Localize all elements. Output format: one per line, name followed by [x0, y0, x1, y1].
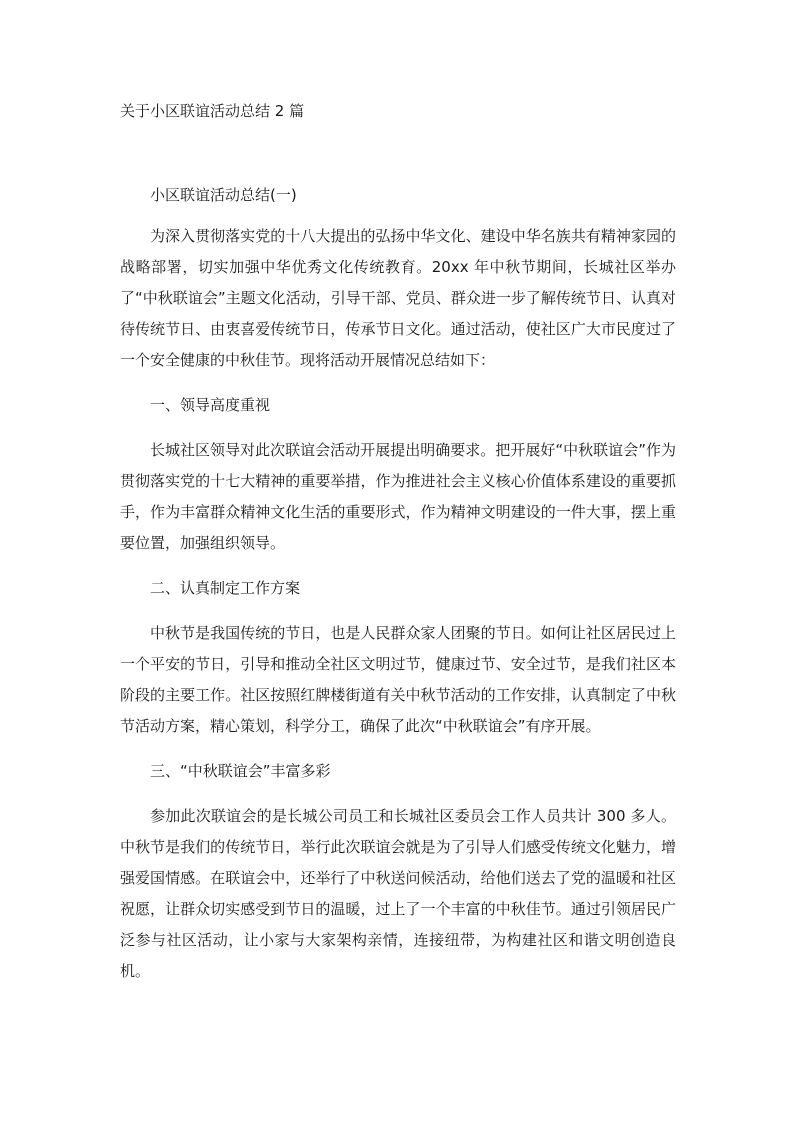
paragraph-leadership: 长城社区领导对此次联谊会活动开展提出明确要求。把开展好“中秋联谊会”作为贯彻落实党的十七大精神的重要举措，作为推进社会主义核心价值体系建设的重要抓手，作为丰富群众精神文化生活的重要形式，作为精神文明建设的一件大事，摆上重要位置，加强组织领导。 [120, 441, 676, 552]
intro-paragraph: 为深入贯彻落实党的十八大提出的弘扬中华文化、建设中华名族共有精神家园的战略部署，切实加强中华优秀文化传统教育。20xx 年中秋节期间，长城社区举办了“中秋联谊会”主题文化活动，引导干部、党员、群众进一步了解传统节日、认真对待传统节日、由衷喜爱传统节日，传承节日文化。通过活动，使社区广大市民度过了一个安全健康的中秋佳节。现将活动开展情况总结如下： [120, 227, 676, 369]
heading-work-plan: 二、认真制定工作方案 [150, 579, 301, 597]
paragraph-activities: 参加此次联谊会的是长城公司员工和长城社区委员会工作人员共计 300 多人。中秋节是我们的传统节日，举行此次联谊会就是为了引导人们感受传统文化魅力，增强爱国情感。在联谊会中，还举行了中秋送问候活动，给他们送去了党的温暖和社区祝愿，让群众切实感受到节日的温暖，过上了一个丰富的中秋佳节。通过引领居民广泛参与社区活动，让小家与大家架构亲情，连接纽带，为构建社区和谐文明创造良机。 [120, 807, 676, 980]
heading-activities: 三、“中秋联谊会”丰富多彩 [150, 762, 331, 780]
document-body [120, 183, 676, 1001]
heading-leadership: 一、领导高度重视 [150, 396, 271, 414]
document-title: 关于小区联谊活动总结 2 篇 [120, 102, 305, 120]
paragraph-work-plan: 中秋节是我国传统的节日，也是人民群众家人团聚的节日。如何让社区居民过上一个平安的节日，引导和推动全社区文明过节，健康过节、安全过节，是我们社区本阶段的主要工作。社区按照红牌楼街道有关中秋节活动的工作安排，认真制定了中秋节活动方案，精心策划，科学分工，确保了此次“中秋联谊会”有序开展。 [120, 624, 676, 735]
section-title: 小区联谊活动总结(一) [150, 186, 297, 204]
